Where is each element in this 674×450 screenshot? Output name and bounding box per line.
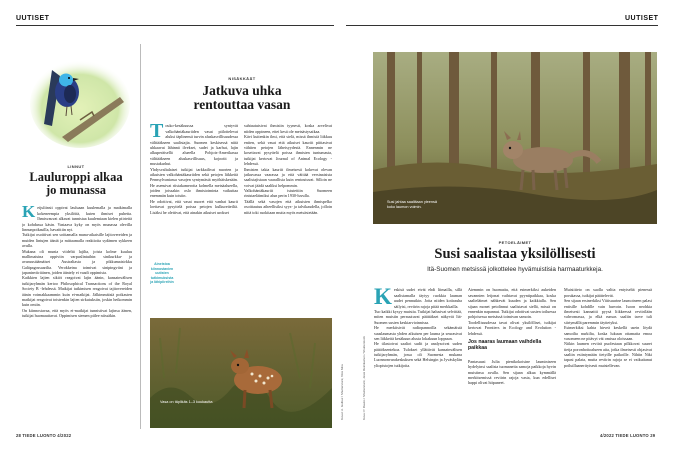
bird-title-line2: jo munassa xyxy=(45,182,107,197)
wolf-col2-subhead: Jos naaras laumaan vaihdella paikkaa xyxy=(468,338,542,352)
fawn-article-col2 xyxy=(244,118,332,318)
wolf-body-col3: Muistitieto on suolla valtta entyiseltä pienessä porukassa, tutkijat päättelevät. Sen sijaan ersinerkiksi Viitisuurine laumoineen palasi entisille kohdille vain harvoin. Isoon neohkia ilmeisesti kannattti pyysä liikkeessä reviirilään vahvomassa, ja elkä runsas saaliin tarve tuli siirtymällä paremmin täyttetyksi. Esimerkiksi kahta hirveä keskellä usein löydä samoilta nurkilta, koska lukuun ottamatta emoa vasomeen ne pitävyt vät omissa oloissaan. Niikin laumen reviirä puolestaan pilkkovat suuret tietja poronhoitoalueen aita, jotka ilmeisesti ohjasivat saaliin esiintymään tietyille paikoille. Nihiin Niki tapasi palata, mutta reviirin rajoja se ei vaikuttanut poiluillaanerityisesti muistellevan. xyxy=(564,287,652,368)
wolf-article-col2 xyxy=(468,282,556,427)
wolf-body-col2: Aiemmin on huomattu, että esimerkiksi aukeiden savannien leijonat vaihtavat pyyntipaikkaa, koska saalieläimet nähkevät kuuden ja kaikkialla. Sen sijaan monet petolinnut saalistavat siellä, missä on ennenkin napannut. Tutkijat odottivat susien toiluessa pohjoisessa metsässä toimivan samoin. Toodellisuudessa tavat olivat yksilölliset, tutkijat kertovat Frontiers in Ecology and Evolution -lehdessä. xyxy=(468,287,556,336)
wolf-article-title: Susi saalistaa yksilöllisesti xyxy=(434,246,596,262)
bird-article-body xyxy=(22,200,132,420)
pullquote-box xyxy=(150,262,174,312)
left-section-label: UUTISET xyxy=(16,15,50,22)
wolf-article-col1 xyxy=(374,282,462,427)
right-page-footer: 4/2022 TIEDE LUONTO 29 xyxy=(600,433,656,438)
wolf-body-col2b: Pantasuusi Julia pienikokoisine lauminiseen hydelyinsi saalista tuomaneita samoja paikkoja hyvin muistinsa avulla. Sen sijaan alkua kymmällä merkitsemissä reviirin rajoja vasta, kun edelliset happi olivat hiipuneet. xyxy=(468,358,556,386)
right-photo-credit: Kuva: P. Rautio / Shutterstock, Jessi Reinikainen / Shutterstock xyxy=(362,336,366,420)
wolf-article-kicker: PETOELÄIMET xyxy=(498,240,532,245)
fox-photo-caption: Susi jahtaa saaliitaan yleensä koko laumon voimin. xyxy=(387,200,438,209)
bird-watercolor-icon xyxy=(22,42,132,152)
left-column-divider xyxy=(140,44,141,429)
bird-body-text: eijuliinsit oppivat lauluaan kuulemalla ja matkimalla kokeneempia yksilöitä, kuten ihmiset puhetta. Ihmisvauvat alkavat tunnistaa kuulemiaan kielen piirteitä jo kohdussa käsin. Vastaava kyky on myös munassa olevilla linnunpoikasilla, havaittiin nyt. Tutkijat osoittivat sen soittamalla muna-aikaisille lajitovereiden ja muiden lintujen ääniä ja mittaamalla reaktioita sydämen sykkeen avulla. Mukana oli munia viideltä lajilta, joista kolme kuuluu mallimaisina oppiviin varpuslintuihin: sinikurkku- ja avaruustäämäiset Australiasta ja pikkumaisirkku Galápagossaarilta. Verokkeina toimivat sinipingviini ja japaninviiriäinen, joiden ääntely ei vaadi oppimista. Kaikkien lajien sikiöt reagoivat lajin äänin, kansainvälisen tutkijaryhmän kertoo Philosophical Transactions of the Royal Society B -lehdessä. Matkijat tutkimisen reagoivat tajitovereiden äänin voimakkaammin kuin ei-matkijat. Jälkimmäisiä poikasten matkijat reagoivat toistenkin lajien sirkutuksiin, joskin heikommin kuin omiin. On kiinnostavaa, että myös ei-matkijat tunnistivat lajinsa äänen, tutkijat huomauttavat. Oppimisen siemen piilee niissäkin. xyxy=(22,205,132,319)
fawn-dropcap: T xyxy=(150,120,164,143)
right-header-rule xyxy=(346,25,658,26)
bird-illustration xyxy=(22,42,132,152)
fox-photo-icon xyxy=(373,52,657,224)
fawn-photo-caption: Vasa on täplikäs 1–3 kuukautta xyxy=(160,400,213,404)
fawn-article-title xyxy=(150,84,334,111)
bird-article-title xyxy=(14,171,138,196)
wolf-body-col1: eskisä sudet eivät ehdi liimailla, sillä saalistamalla täytyy ruokkia lauman uudet pennutkin. Jotta niiden kotirauha säilyisi, reviirin rajoja pitää merkkailla. Tuo kaikki kysyy muistia. Tutkijat halusivat selvittää, miten muistin persuutuvat päättäkset näkyvät Itä-Suomen susien keskiarvioinnissa. He merkitsivät radiopannoilla sekämäistä suuslaumasta yhden aikuisen per lauma ja seurasivat sen liikkeitä kesäkuun alusta lokakuun loppuun. He tilastoivat saaliot sudit ja analysoivat suden päätöksentekoa. Tulokset yllättivät kansainvälisen tutkijaryhmän, jossa oli Suomesta mukana Luonnonvarakeskuksen sekä Helsingin ja Jyväskylän yliopistojen tutkijoita. xyxy=(374,287,462,368)
fawn-photo xyxy=(150,318,332,428)
wolf-article-deck: Itä-Suomen metsissä jolkottelee hyvämuistisia harmaaturkkeja. xyxy=(427,266,603,273)
fawn-body-col1: ouko-kesäkuussa syntyvät valkohäntäkauriiden vasat piilottelevat aluksi täplinensä turvin aluskasvillisuudessa välttääkseen saalistajia. Suomen keskisessä niitä uhkaavat lähinnä ilvekset, sudet ja karhut, lajin alkuperäisellä alueella Pohjois-Amerikassa välttääkseen aluskasvillisuus, kojootit ja mustakarhut. Yhdysvaltalaiset tutkijat tarkkailivat nuorten ja aikuisten valkohäntäkauriiden sekä petojen liikkeitä Pennsylvaniassa vasojen syntymästä myöhäiskesään. He asensivat riistakameroita kolmella metsäalueella, joiden joissakin oslo ihmistoiminta vaikuttaa enemmän kuin toisiin. He odottivat, että vasat nuoret että vanhat kaurit loettavat pysyttelä poissa petojen kulkureiteiltä. Lisäksi he olettivat, että ainakin aikuiset urokset xyxy=(150,123,238,215)
fawn-body-col2: suhtautuisivat ihmisiin tyynesti, koska arvelivat niiden oppineen, ettei kesä ole metsästysaikaa. Kävi kuitenkin ilmi, että sielä, missä ihmisiä liikkuu eniten, sekä vasat että aikuiset kauriit piittasivat vähiten petojen läheisyydestä. Ennenmin ne kosettavat pysyttelä poissa ihmisten tuntumasta, tutkijat kertovat Journal of Animal Ecology -lehdessä. Ihmisten takia kauriit ilmeisesti kokevat olevan jatkuvassa vaarassa ja että väittää versinaisista saalistajistaan vaarallisia kuin rentoutuvat. Silloin ne voivat jäädä saaliksi helpommin. Valkohäntäkauriit istutettiin Suomeen rinistaeläimiksi alun perin 1930-luvulla. Täällä sekä vasojen että aikuisten ihmispelko osoittautuu aiheellisiksi syys- ja talvikaudella, jolloin niitä toki ruokitaan mutta myös metsästetään. xyxy=(244,123,332,215)
pullquote-text: Aineistoa kiinnostavien uutisten tutkimuksista ja lähipiireihin xyxy=(150,262,174,285)
fawn-title-line2: rentouttaa vasan xyxy=(193,96,291,112)
fox-photo xyxy=(373,52,657,224)
wolf-article-col3 xyxy=(564,282,652,427)
fawn-title-line1: Jatkuva uhka xyxy=(202,83,282,98)
left-header-rule xyxy=(16,25,334,26)
fawn-article-kicker: NISÄKKÄÄT xyxy=(228,76,256,81)
fawn-photo-icon xyxy=(150,318,332,428)
bird-title-line1: Lauluroppi alkaa xyxy=(29,170,123,184)
right-section-label: UUTISET xyxy=(625,15,659,22)
fawn-photo-credit: Kuvat: A. Gulbaz / Shutterstock, Nice Mira xyxy=(340,364,344,420)
left-page-footer: 28 TIEDE LUONTO 4/2022 xyxy=(16,433,72,438)
bird-dropcap: K xyxy=(22,202,36,222)
wolf-dropcap: K xyxy=(374,284,392,310)
bird-article-kicker: LINNUT xyxy=(67,164,85,169)
